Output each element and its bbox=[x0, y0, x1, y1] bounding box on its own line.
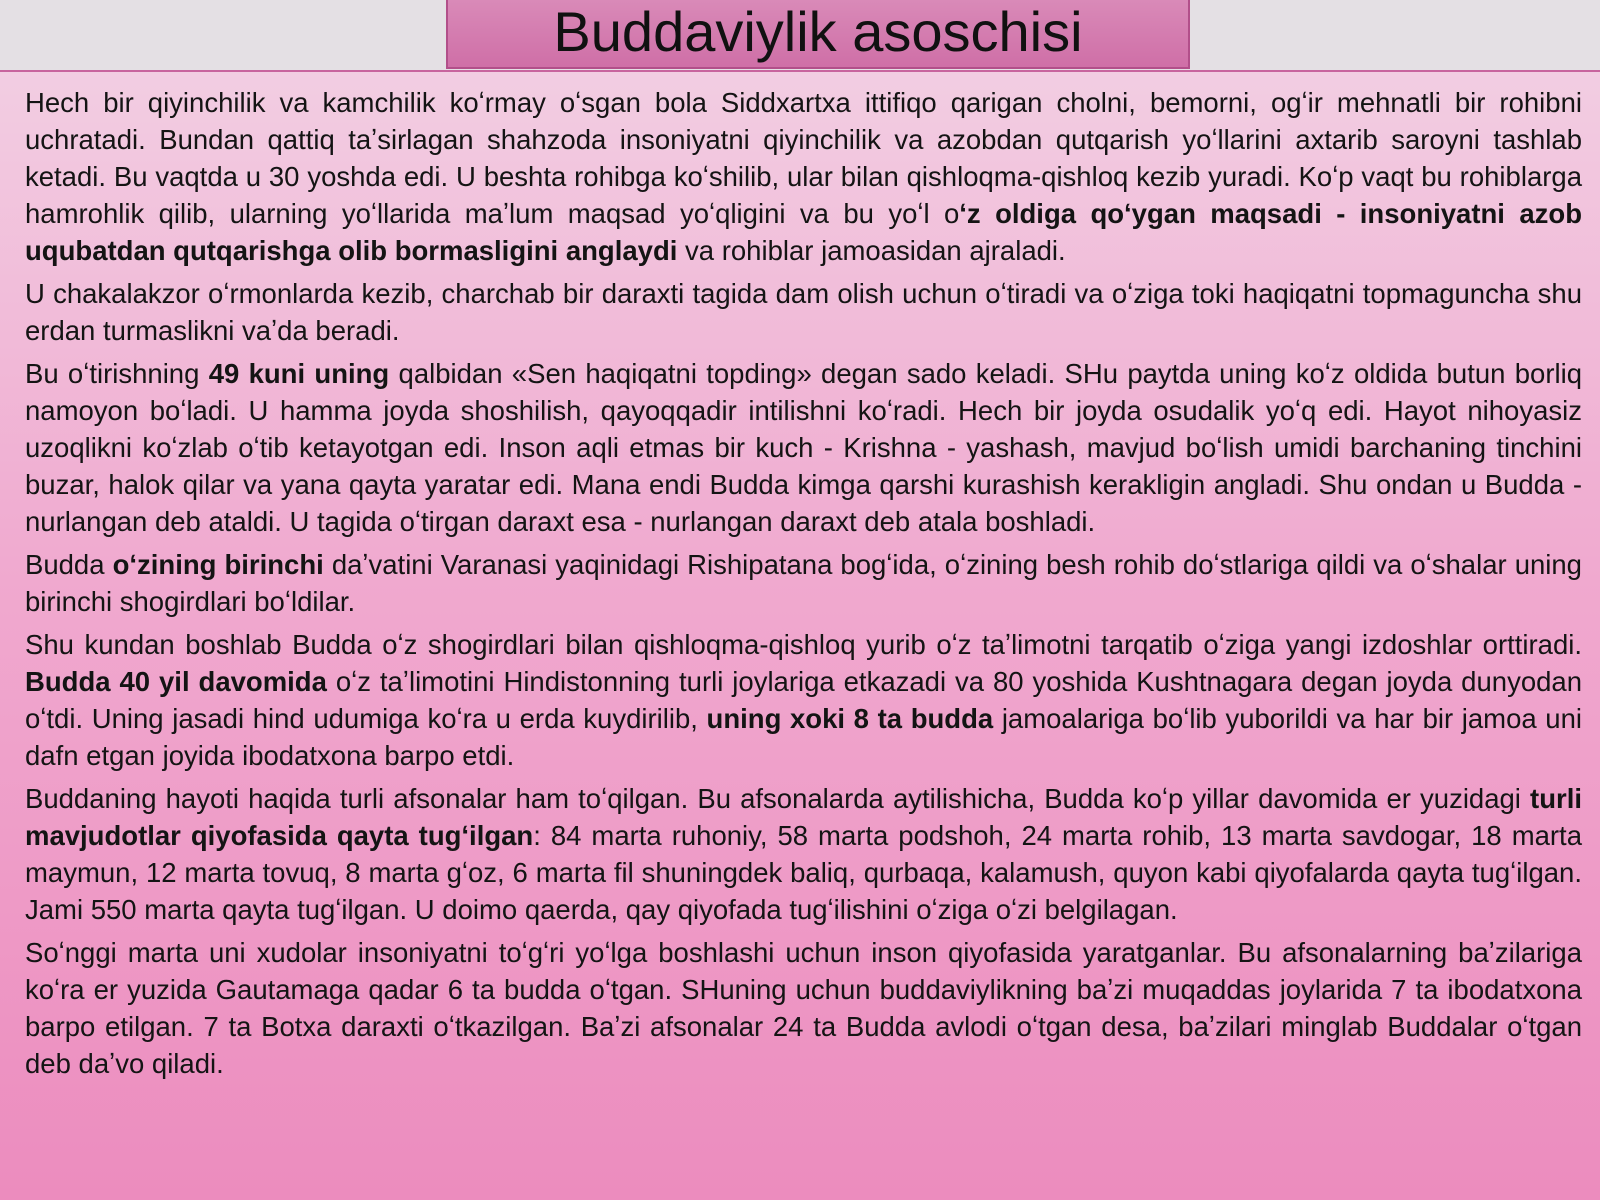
text-run-bold: uning xoki 8 ta budda bbox=[706, 703, 994, 734]
paragraph bbox=[25, 934, 1582, 1082]
text-run: daʼvatini Varanasi yaqinidagi Rishipatana bogʻida, oʻzining besh rohib doʻstlariga qildi va oʻshalar uning birinchi shogirdlari boʻldilar. bbox=[25, 549, 1582, 617]
text-run: jamoalariga boʻlib yuborildi va har bir jamoa uni dafn etgan joyida ibodatxona barpo etdi. bbox=[25, 703, 1582, 771]
paragraph bbox=[25, 780, 1582, 928]
text-run: qalbidan «Sen haqiqatni topding» degan sado keladi. SHu paytda uning koʻz oldida butun borliq namoyon boʻladi. U hamma joyda shoshilish, qayoqqadir intilishni koʻradi. Hech bir joyda osudalik yoʻq edi. Hayot nihoyasiz uzoqlikni koʻzlab oʻtib ketayotgan edi. Inson aqli etmas bir kuch - Krishna - yashash, mavjud boʻlish umidi barchaning tinchini buzar, halok qilar va yana qayta yaratar edi. Mana endi Budda kimga qarshi kurashish kerakligin angladi. Shu ondan u Budda - nurlangan deb ataldi. U tagida oʻtirgan daraxt esa - nurlangan daraxt deb atala boshladi. bbox=[25, 358, 1583, 537]
text-run: U chakalakzor oʻrmonlarda kezib, charchab bir daraxti tagida dam olish uchun oʻtiradi va oʻziga toki haqiqatni topmaguncha shu erdan turmaslikni vaʼda beradi. bbox=[25, 278, 1582, 346]
text-run-bold: ʻz oldiga qoʻygan maqsadi - insoniyatni azob uqubatdan qutqarishga olib bormasligini anglaydi bbox=[25, 198, 1582, 266]
text-run: Bu oʻtirishning bbox=[25, 358, 209, 389]
text-run: Shu kundan boshlab Budda oʻz shogirdlari bilan qishloqma-qishloq yurib oʻz taʼlimotni tarqatib oʻziga yangi izdoshlar orttiradi. bbox=[25, 629, 1582, 660]
text-run: Budda bbox=[25, 549, 113, 580]
paragraph bbox=[25, 84, 1582, 269]
text-run-bold: Budda 40 yil davomida bbox=[25, 666, 327, 697]
text-run: : 84 marta ruhoniy, 58 marta podshoh, 24 marta rohib, 13 marta savdogar, 18 marta maymun, 12 marta tovuq, 8 marta gʻoz, 6 marta fil shuningdek baliq, qurbaqa, kalamush, quyon kabi qiyofalarda qayta tugʻilgan. Jami 550 marta qayta tugʻilgan. U doimo qaerda, qay qiyofada tugʻilishini oʻziga oʻzi belgilagan. bbox=[25, 820, 1582, 925]
paragraph bbox=[25, 275, 1582, 349]
slide-title: Buddaviylik asoschisi bbox=[553, 0, 1083, 63]
text-run: va rohiblar jamoasidan ajraladi. bbox=[677, 235, 1066, 266]
paragraph bbox=[25, 626, 1582, 774]
text-run-bold: oʻzining birinchi bbox=[112, 549, 324, 580]
text-run: Hech bir qiyinchilik va kamchilik koʻrmay oʻsgan bola Siddxartxa ittifiqo qarigan cholni, bemorni, ogʻir mehnatli bir rohibni uchratadi. Bundan qattiq taʼsirlagan shahzoda insoniyatni qiyinchilik va azobdan qutqarish yoʻllarini axtarib saroyni tashlab ketadi. Bu vaqtda u 30 yoshda edi. U beshta rohibga koʻshilib, ular bilan qishloqma-qishloq kezib yuradi. Koʻp vaqt bu rohiblarga hamrohlik qilib, ularning yoʻllarida maʼlum maqsad yoʻqligini va bu yoʻl o bbox=[25, 87, 1582, 229]
text-run: Buddaning hayoti haqida turli afsonalar ham toʻqilgan. Bu afsonalarda aytilishicha, Budda koʻp yillar davomida er yuzidagi bbox=[25, 783, 1531, 814]
text-run: oʻz taʼlimotini Hindistonning turli joylariga etkazadi va 80 yoshida Kushtnagara degan joyda dunyodan oʻtdi. Uning jasadi hind udumiga koʻra u erda kuydirilib, bbox=[25, 666, 1582, 734]
title-banner bbox=[446, 0, 1190, 69]
content-area bbox=[0, 70, 1600, 1200]
paragraph bbox=[25, 355, 1582, 540]
text-run-bold: turli mavjudotlar qiyofasida qayta tugʻilgan bbox=[25, 783, 1582, 851]
text-run: Soʻnggi marta uni xudolar insoniyatni toʻgʻri yoʻlga boshlashi uchun inson qiyofasida yaratganlar. Bu afsonalarning baʼzilariga koʻra er yuzida Gautamaga qadar 6 ta budda oʻtgan. SHuning uchun buddaviylikning baʼzi muqaddas joylarida 7 ta ibodatxona barpo etilgan. 7 ta Botxa daraxti oʻtkazilgan. Baʼzi afsonalar 24 ta Budda avlodi oʻtgan desa, baʼzilari minglab Buddalar oʻtgan deb daʼvo qiladi. bbox=[25, 937, 1582, 1079]
paragraph bbox=[25, 546, 1582, 620]
text-run-bold: 49 kuni uning bbox=[208, 358, 390, 389]
